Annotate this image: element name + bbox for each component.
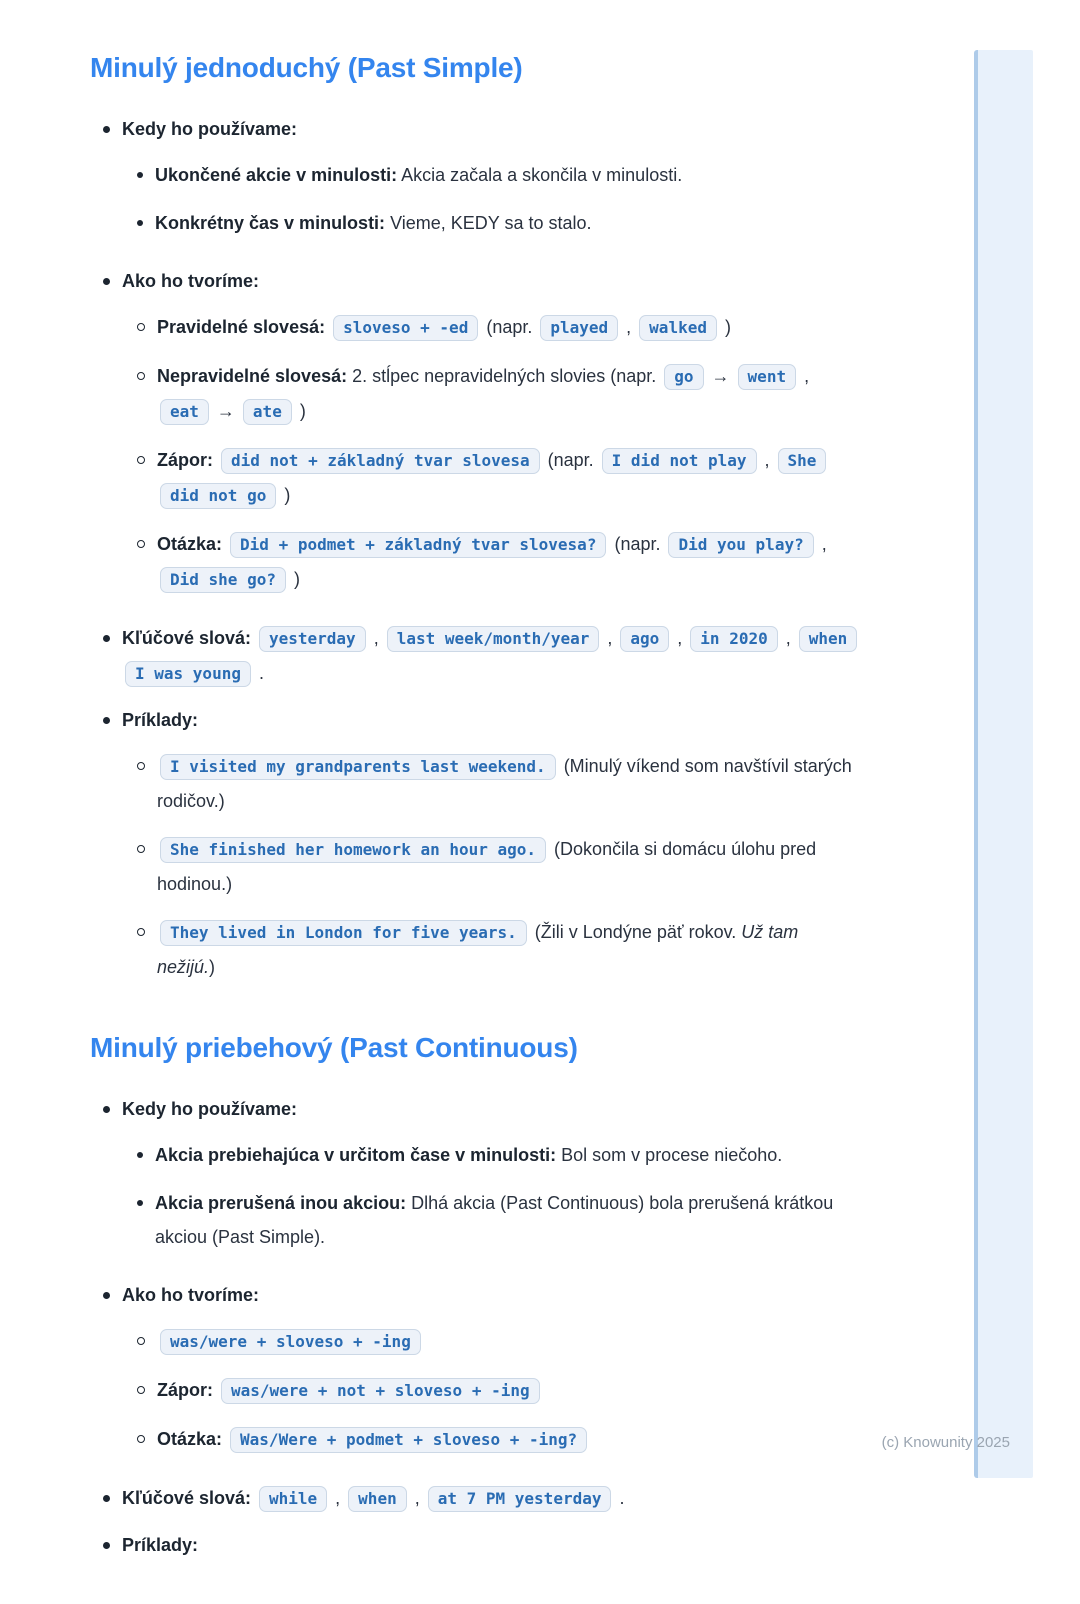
text-run: ) [288,569,300,589]
disc-bullet-icon [103,1495,110,1502]
bold-text: Otázka: [157,534,228,554]
disc-bullet-icon [137,1200,143,1206]
circle-bullet-icon [137,762,145,770]
list-item [137,1324,852,1359]
list-item [137,1373,852,1408]
bullet-list [122,310,852,597]
list-item [137,832,852,901]
bold-text: Zápor: [157,450,218,470]
list-item [90,1092,852,1254]
text-run: (Dokončila si domácu úlohu pred hodinou.) [157,839,817,894]
disc-bullet-icon [103,126,110,133]
code-chip: I visited my grandparents last weekend. [160,754,556,780]
text-run: , [780,628,796,648]
list-item-content [122,621,852,691]
list-item-content [157,915,852,984]
list-item-content [157,443,852,513]
bold-text: Ako ho tvoríme: [122,271,260,291]
bullet-list [122,1324,852,1457]
circle-bullet-icon [137,540,145,548]
text-run: (napr. [609,534,666,554]
code-chip: ago [620,626,669,652]
code-chip: Did you play? [668,532,813,558]
list-item-content [157,1373,852,1408]
bold-text: Kedy ho používame: [122,119,298,139]
disc-bullet-icon [137,1152,143,1158]
text-run: . [253,663,264,683]
text-run: , [799,366,810,386]
bold-text: Zápor: [157,1380,218,1400]
text-run: ) [279,485,291,505]
code-chip: played [540,315,618,341]
document-section [90,1030,852,1562]
bold-text: Ako ho tvoríme: [122,1285,260,1305]
list-item [137,310,852,345]
bold-text: Akcia prebiehajúca v určitom čase v minulosti: [155,1145,557,1165]
bullet-list [90,1092,852,1562]
bullet-list [122,749,852,984]
list-item-content [155,158,852,192]
text-run: , [621,317,637,337]
list-item [137,1422,852,1457]
code-chip: was/were + sloveso + -ing [160,1329,421,1355]
list-item-content [157,1324,852,1359]
code-chip: ate [243,399,292,425]
list-item-content [155,206,852,240]
disc-bullet-icon [137,220,143,226]
text-run: Bol som v procese niečoho. [556,1145,783,1165]
list-item [90,1481,852,1516]
bold-text: Otázka: [157,1429,228,1449]
code-chip: when [348,1486,407,1512]
section-title: Minulý priebehový (Past Continuous) [90,1032,578,1063]
list-item [137,749,852,818]
text-run: → [706,366,735,386]
code-chip: at 7 PM yesterday [428,1486,612,1512]
list-item [137,1186,852,1254]
code-chip: was/were + not + sloveso + -ing [221,1378,540,1404]
disc-bullet-icon [103,1106,110,1113]
text-run: (Žili v Londýne päť rokov. [529,922,742,942]
list-item-content [122,1092,852,1254]
text-run: , [816,534,827,554]
list-item-content [122,112,852,240]
text-run: Akcia začala a skončila v minulosti. [397,165,683,185]
text-run: 2. stĺpec nepravidelných slovies (napr. [347,366,662,386]
text-run: ) [719,317,731,337]
text-run: , [672,628,688,648]
circle-bullet-icon [137,323,145,331]
list-item-content [122,703,852,984]
list-item-content [157,527,852,597]
list-item [90,1528,852,1562]
list-item-content [155,1186,852,1254]
list-item-content [157,749,852,818]
text-run: . [614,1488,625,1508]
bullet-list [90,112,852,984]
copyright-footer: (c) Knowunity 2025 [881,1434,1010,1451]
list-item [90,621,852,691]
list-item [137,527,852,597]
bold-text: Ukončené akcie v minulosti: [155,165,398,185]
text-run: , [602,628,618,648]
circle-bullet-icon [137,845,145,853]
text-run: Už tam nežijú. [157,922,799,977]
text-run: , [759,450,775,470]
list-item-content [157,310,852,345]
bold-text: Kedy ho používame: [122,1099,298,1119]
disc-bullet-icon [103,278,110,285]
document-body [90,50,852,1604]
bold-text: Príklady: [122,1535,199,1555]
text-run: Vieme, KEDY sa to stalo. [385,213,592,233]
list-item-content [157,359,852,429]
list-item-content [157,1422,852,1457]
disc-bullet-icon [103,717,110,724]
text-run: (napr. [481,317,538,337]
text-run: → [211,401,240,421]
code-chip: went [738,364,797,390]
list-item [90,703,852,984]
list-item-content [157,832,852,901]
list-item [137,359,852,429]
bold-text: Pravidelné slovesá: [157,317,331,337]
page-edge-panel [974,50,1033,1478]
bold-text: Nepravidelné slovesá: [157,366,348,386]
text-run: ) [209,957,216,977]
text-run: Dlhá akcia (Past Continuous) bola prerušená krátkou akciou (Past Simple). [155,1193,834,1247]
circle-bullet-icon [137,1386,145,1394]
text-run: , [368,628,384,648]
bold-text: Kľúčové slová: [122,628,256,648]
list-item-content [122,1528,852,1562]
disc-bullet-icon [137,172,143,178]
bold-text: Akcia prerušená inou akciou: [155,1193,407,1213]
bold-text: Kľúčové slová: [122,1488,256,1508]
code-chip: They lived in London for five years. [160,920,527,946]
text-run: (napr. [542,450,599,470]
bold-text: Konkrétny čas v minulosti: [155,213,386,233]
disc-bullet-icon [103,635,110,642]
text-run: ) [294,401,306,421]
document-section [90,50,852,984]
code-chip: She finished her homework an hour ago. [160,837,546,863]
code-chip: in 2020 [690,626,777,652]
bullet-list [122,158,852,240]
code-chip: I did not play [602,448,757,474]
list-item [137,206,852,240]
code-chip: yesterday [259,626,366,652]
text-run: , [330,1488,346,1508]
list-item [90,264,852,597]
code-chip: She did not go [160,448,826,509]
code-chip: last week/month/year [387,626,600,652]
list-item-content [122,1481,852,1516]
section-title: Minulý jednoduchý (Past Simple) [90,52,523,83]
code-chip: did not + základný tvar slovesa [221,448,540,474]
list-item [137,1138,852,1172]
bullet-list [122,1138,852,1254]
code-chip: when I was young [125,626,857,687]
list-item-content [122,1278,852,1457]
list-item [90,112,852,240]
circle-bullet-icon [137,1337,145,1345]
code-chip: eat [160,399,209,425]
list-item [137,158,852,192]
disc-bullet-icon [103,1542,110,1549]
circle-bullet-icon [137,456,145,464]
text-run: , [409,1488,425,1508]
list-item-content [155,1138,852,1172]
bold-text: Príklady: [122,710,199,730]
list-item-content [122,264,852,597]
list-item [137,443,852,513]
code-chip: Was/Were + podmet + sloveso + -ing? [230,1427,587,1453]
code-chip: walked [639,315,717,341]
code-chip: sloveso + -ed [333,315,478,341]
code-chip: Did + podmet + základný tvar slovesa? [230,532,606,558]
text-run: (Minulý víkend som navštívil starých rodičov.) [157,756,852,811]
circle-bullet-icon [137,1435,145,1443]
code-chip: while [259,1486,327,1512]
code-chip: go [664,364,703,390]
circle-bullet-icon [137,372,145,380]
list-item [137,915,852,984]
disc-bullet-icon [103,1292,110,1299]
list-item [90,1278,852,1457]
circle-bullet-icon [137,928,145,936]
code-chip: Did she go? [160,567,286,593]
